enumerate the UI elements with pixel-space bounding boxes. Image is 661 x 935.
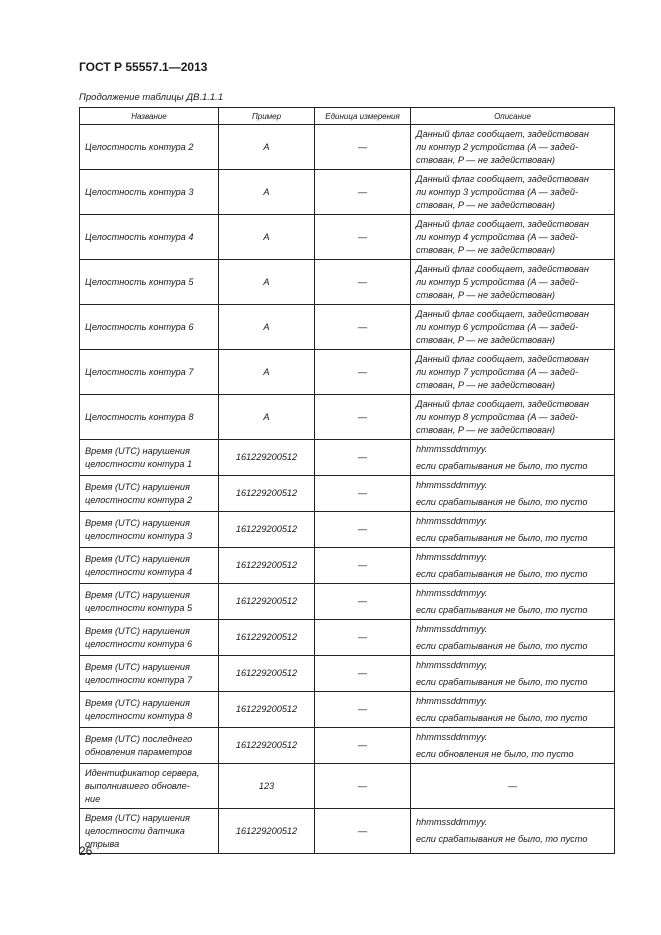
cell-unit: — (315, 809, 411, 854)
cell-unit: — (315, 215, 411, 260)
cell-description-line: hhmmssddmmyy. (416, 587, 488, 598)
cell-name-line: Целостность контура 6 (85, 321, 194, 332)
cell-unit: — (315, 512, 411, 548)
cell-example: 161229200512 (219, 440, 315, 476)
cell-description-line: ствован, P — не задействован) (416, 379, 555, 390)
cell-description-line: hhmmssddmmyy, (416, 659, 488, 670)
cell-name (80, 260, 219, 305)
cell-name-line: целостности контура 6 (85, 638, 193, 649)
cell-example: 161229200512 (219, 656, 315, 692)
table-row (80, 728, 615, 764)
cell-description-line: если срабатывания не было, то пусто (416, 568, 588, 579)
cell-name (80, 512, 219, 548)
cell-unit: — (315, 764, 411, 809)
cell-description (411, 476, 615, 512)
cell-name-line: Целостность контура 8 (85, 411, 194, 422)
table-row (80, 305, 615, 350)
cell-description-line: Данный флаг сообщает, задействован (416, 263, 589, 274)
cell-example: A (219, 170, 315, 215)
cell-description-line: Данный флаг сообщает, задействован (416, 173, 589, 184)
cell-name-line: ние (85, 793, 101, 804)
cell-description-line: если срабатывания не было, то пусто (416, 496, 588, 507)
cell-unit: — (315, 728, 411, 764)
cell-description-line: ствован, P — не задействован) (416, 334, 555, 345)
table-row (80, 512, 615, 548)
table-row (80, 692, 615, 728)
cell-description-line: ствован, P — не задействован) (416, 244, 555, 255)
cell-unit: — (315, 305, 411, 350)
cell-description (411, 728, 615, 764)
cell-name-line: Целостность контура 4 (85, 231, 194, 242)
cell-description (411, 440, 615, 476)
cell-example: 161229200512 (219, 728, 315, 764)
document-title: ГОСТ Р 55557.1—2013 (79, 60, 208, 74)
cell-name (80, 215, 219, 260)
table-row (80, 620, 615, 656)
cell-name-line: отрыва (85, 838, 120, 849)
cell-description-line: hhmmssddmmyy. (416, 551, 488, 562)
cell-description-line: ли контур 3 устройства (A — задей- (416, 186, 579, 197)
cell-name-line: целостности контура 7 (85, 674, 193, 685)
cell-description (411, 809, 615, 854)
cell-example: 161229200512 (219, 548, 315, 584)
cell-example: A (219, 215, 315, 260)
cell-name-line: Время (UTC) последнего (85, 733, 193, 744)
cell-description (411, 692, 615, 728)
cell-name (80, 809, 219, 854)
table-row (80, 170, 615, 215)
cell-name (80, 350, 219, 395)
cell-description-line: если срабатывания не было, то пусто (416, 834, 588, 844)
cell-description-line: hhmmssddmmyy. (416, 695, 488, 706)
cell-description-line: hhmmssddmmyy. (416, 817, 488, 827)
column-header-name: Название (80, 108, 219, 125)
cell-description-line: если срабатывания не было, то пусто (416, 604, 588, 615)
table-row (80, 215, 615, 260)
cell-description-line: hhmmssddmmyy. (416, 479, 488, 490)
cell-name-line: Время (UTC) нарушения (85, 697, 190, 708)
cell-name (80, 584, 219, 620)
cell-description (411, 512, 615, 548)
cell-name (80, 620, 219, 656)
cell-description-line: ствован, P — не задействован) (416, 154, 555, 165)
cell-description (411, 260, 615, 305)
cell-description (411, 656, 615, 692)
cell-unit: — (315, 620, 411, 656)
cell-example: A (219, 350, 315, 395)
cell-name (80, 170, 219, 215)
cell-description (411, 215, 615, 260)
column-header-unit: Единица измерения (315, 108, 411, 125)
cell-description-line: hhmmssddmmyy. (416, 623, 488, 634)
cell-description-line: ли контур 7 устройства (A — задей- (416, 366, 579, 377)
cell-description-line: hhmmssddmmyy. (416, 443, 488, 454)
cell-unit: — (315, 476, 411, 512)
table-row (80, 584, 615, 620)
cell-description-line: ствован, P — не задействован) (416, 424, 555, 435)
cell-description-line: Данный флаг сообщает, задействован (416, 353, 589, 364)
cell-description-line: Данный флаг сообщает, задействован (416, 128, 589, 139)
cell-name-line: Время (UTC) нарушения (85, 481, 190, 492)
cell-name-line: Целостность контура 5 (85, 276, 194, 287)
cell-name (80, 548, 219, 584)
table-row (80, 350, 615, 395)
cell-unit: — (315, 395, 411, 440)
cell-name (80, 440, 219, 476)
cell-example: 123 (219, 764, 315, 809)
cell-example: 161229200512 (219, 476, 315, 512)
page-number: 26 (79, 844, 93, 858)
cell-name-line: выполнившего обновле- (85, 780, 190, 791)
cell-name-line: обновления параметров (85, 746, 193, 757)
cell-description (411, 395, 615, 440)
cell-description-line: если обновления не было, то пусто (416, 748, 574, 759)
cell-name-line: Время (UTC) нарушения (85, 661, 190, 672)
cell-unit: — (315, 584, 411, 620)
cell-name-line: целостности контура 1 (85, 458, 193, 469)
cell-unit: — (315, 440, 411, 476)
cell-name-line: Время (UTC) нарушения (85, 812, 190, 823)
table-row (80, 548, 615, 584)
cell-name-line: целостности датчика (85, 825, 185, 836)
cell-description (411, 350, 615, 395)
cell-description-line: Данный флаг сообщает, задействован (416, 398, 589, 409)
cell-name (80, 656, 219, 692)
cell-name-line: целостности контура 5 (85, 602, 193, 613)
cell-description-line: ствован, P — не задействован) (416, 289, 555, 300)
cell-description-line: hhmmssddmmyy. (416, 515, 488, 526)
cell-unit: — (315, 548, 411, 584)
cell-name-line: Время (UTC) нарушения (85, 445, 190, 456)
cell-unit: — (315, 125, 411, 170)
cell-description-line: если срабатывания не было, то пусто (416, 712, 588, 723)
cell-description-line: если срабатывания не было, то пусто (416, 532, 588, 543)
column-header-description: Описание (411, 108, 615, 125)
cell-description-line: hhmmssddmmyy. (416, 731, 488, 742)
cell-description-line: если срабатывания не было, то пусто (416, 640, 588, 651)
cell-description-line: — (507, 780, 518, 791)
cell-example: A (219, 395, 315, 440)
cell-name-line: Время (UTC) нарушения (85, 589, 190, 600)
cell-description-line: ствован, P — не задействован) (416, 199, 555, 210)
parameters-table (79, 107, 615, 854)
cell-name (80, 305, 219, 350)
cell-example: 161229200512 (219, 512, 315, 548)
cell-name (80, 476, 219, 512)
cell-description-line: ли контур 2 устройства (A — задей- (416, 141, 579, 152)
cell-description (411, 125, 615, 170)
cell-description-line: ли контур 4 устройства (A — задей- (416, 231, 579, 242)
cell-unit: — (315, 692, 411, 728)
cell-unit: — (315, 656, 411, 692)
cell-description-line: ли контур 5 устройства (A — задей- (416, 276, 579, 287)
table-caption: Продолжение таблицы ДВ.1.1.1 (79, 92, 224, 103)
table-header-row (80, 108, 615, 125)
table-row (80, 476, 615, 512)
cell-name-line: Целостность контура 3 (85, 186, 194, 197)
cell-name (80, 728, 219, 764)
cell-name-line: целостности контура 4 (85, 566, 193, 577)
cell-name-line: целостности контура 2 (85, 494, 193, 505)
table-row (80, 809, 615, 854)
cell-description-line: ли контур 8 устройства (A — задей- (416, 411, 579, 422)
table-row (80, 395, 615, 440)
cell-example: 161229200512 (219, 809, 315, 854)
cell-name (80, 125, 219, 170)
cell-name-line: Идентификатор сервера, (85, 767, 200, 778)
cell-description (411, 170, 615, 215)
cell-example: 161229200512 (219, 584, 315, 620)
cell-name (80, 395, 219, 440)
cell-unit: — (315, 170, 411, 215)
cell-name-line: Время (UTC) нарушения (85, 517, 190, 528)
cell-description (411, 764, 615, 809)
cell-name-line: Целостность контура 7 (85, 366, 194, 377)
cell-name-line: Время (UTC) нарушения (85, 553, 190, 564)
table-row (80, 260, 615, 305)
cell-description-line: если срабатывания не было, то пусто (416, 676, 588, 687)
table-row (80, 125, 615, 170)
cell-description (411, 305, 615, 350)
cell-example: A (219, 305, 315, 350)
column-header-example: Пример (219, 108, 315, 125)
cell-unit: — (315, 350, 411, 395)
cell-name (80, 692, 219, 728)
cell-example: A (219, 260, 315, 305)
cell-name-line: целостности контура 8 (85, 710, 193, 721)
cell-name-line: целостности контура 3 (85, 530, 193, 541)
cell-description-line: ли контур 6 устройства (A — задей- (416, 321, 579, 332)
cell-description (411, 620, 615, 656)
table-row (80, 656, 615, 692)
table-row (80, 440, 615, 476)
cell-name-line: Целостность контура 2 (85, 141, 194, 152)
cell-description-line: Данный флаг сообщает, задействован (416, 308, 589, 319)
cell-description-line: Данный флаг сообщает, задействован (416, 218, 589, 229)
table-row (80, 764, 615, 809)
cell-unit: — (315, 260, 411, 305)
cell-description-line: если срабатывания не было, то пусто (416, 460, 588, 471)
table-body (80, 125, 615, 854)
cell-example: 161229200512 (219, 692, 315, 728)
cell-name-line: Время (UTC) нарушения (85, 625, 190, 636)
cell-name (80, 764, 219, 809)
cell-example: A (219, 125, 315, 170)
cell-description (411, 584, 615, 620)
cell-description (411, 548, 615, 584)
cell-example: 161229200512 (219, 620, 315, 656)
